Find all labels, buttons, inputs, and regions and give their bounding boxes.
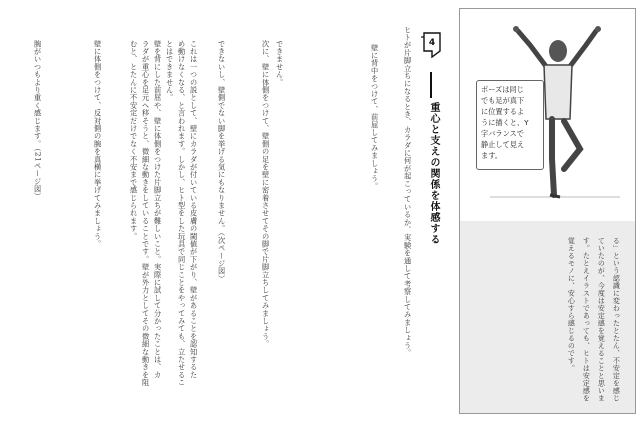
section-number: 4 [428,38,436,48]
panel-text-column: ていたのが、今度は安定感を覚えることと思いま [597,237,606,402]
body-column: 次に、壁に体側をつけて、壁側の足を壁に密着させてその脚で片脚立ちしてみましょう。 [261,40,271,348]
side-panel [459,8,636,414]
caption-line: 字バランスで [481,129,524,138]
panel-text-block [460,221,635,413]
body-column: むと、とたんに不安定だけでなく不安まで感じられます。 [129,40,139,241]
body-column: 壁を背にした前屈や、壁に体側をつけた片脚立ちが難しいこと。実際に試して分かったことは、カ [153,40,163,379]
caption-line: でも足が真下 [481,96,525,105]
body-column: 壁に体側をつけて、反対側の腕を真横に挙げてみましょう。 [93,40,103,248]
body-column: 壁に背中をつけて、前屈してみましょう。 [370,44,380,191]
body-column: できません。 [275,40,285,87]
body-column: できないし、壁側でない脚を挙げる気にもなりません。（次ページ図） [217,40,227,283]
caption-line: 静止して見え [481,140,525,149]
body-column: 腕がいつもより重く感じます。（21ページ図） [33,40,43,201]
caption-line: ます。 [481,151,502,160]
caption-line: に位置するよ [481,107,525,116]
panel-text-column: す。たとえイラストであっても、ヒトは安定感を [582,237,591,402]
body-column: とはできません。 [165,40,175,102]
panel-text-column: 覚えるモノに、安心すら感じるのです。 [567,237,576,372]
figure-caption [476,80,544,170]
caption-line: うに描くと、Y [481,118,529,127]
section-number-badge [420,32,442,58]
section-title: 重心と支えの関係を体感する [428,102,439,245]
body-column: ヒトが片脚立ちになるとき、カラダに何が起こっているか、実験を通して考察してみましょう。 [403,26,413,358]
body-column: これは一つの説として、壁にカラダが付いている皮膚の閾値が下がり、壁があることを認知するた [189,40,199,379]
caption-line: ポーズは同じ [481,85,524,94]
body-column: め動けなくなる、と言われます。しかし、ヒト型をした玩具で同じことをやってみても、立たせるこ [177,40,187,387]
panel-text-column: る」という認識に変わったとたん、不安定を感じ [612,237,621,402]
heading-rule [430,72,432,98]
body-column: ラダが重心を足元へ移そうと、微細な動きをしていることです。壁が外力としてその微細な動きを阻 [141,40,151,387]
